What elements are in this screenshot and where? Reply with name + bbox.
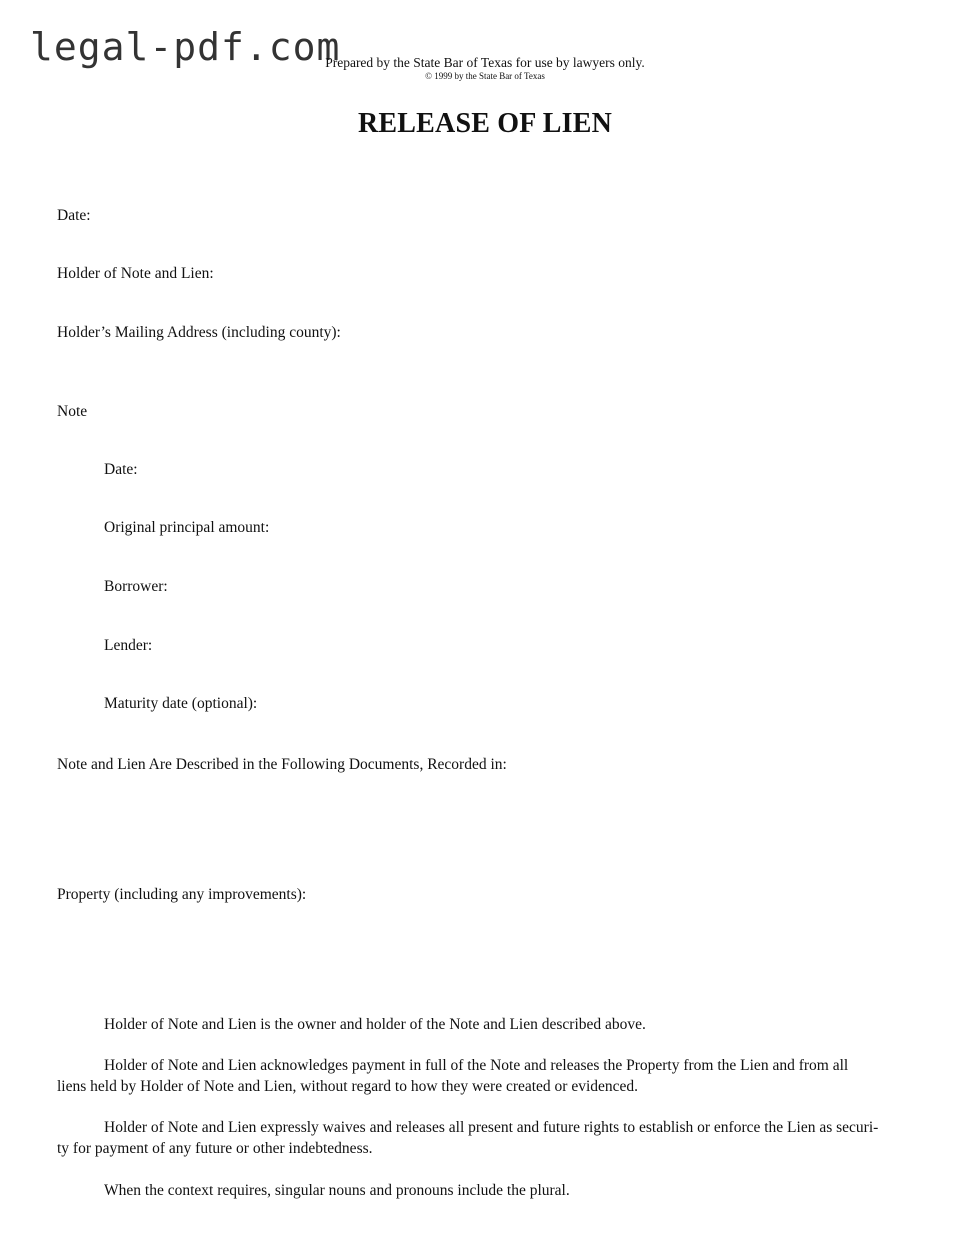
paragraph-plural-text: When the context requires, singular nouns and pronouns include the plural. [104,1182,570,1199]
watermark-logo: legal-pdf.com [30,25,341,69]
prepared-by-notice: Prepared by the State Bar of Texas for use by lawyers only. [325,55,645,70]
paragraph-release-line2: liens held by Holder of Note and Lien, without regard to how they were created or evidenced. [57,1078,639,1095]
paragraph-release-line1: Holder of Note and Lien acknowledges payment in full of the Note and releases the Property from the Lien and from all [104,1057,849,1074]
paragraph-waiver [57,1117,915,1159]
holder-address-label: Holder’s Mailing Address (including county): [57,324,341,341]
lender-label: Lender: [104,637,153,654]
paragraph-plural [57,1180,915,1201]
document-title: RELEASE OF LIEN [357,108,613,139]
note-heading: Note [57,403,88,420]
original-principal-label: Original principal amount: [104,519,270,536]
maturity-date-label: Maturity date (optional): [104,695,258,712]
date-label: Date: [57,207,91,224]
documents-recorded-label: Note and Lien Are Described in the Following Documents, Recorded in: [57,756,507,773]
borrower-label: Borrower: [104,578,168,595]
paragraph-ownership-text: Holder of Note and Lien is the owner and holder of the Note and Lien described above. [104,1016,646,1033]
note-date-label: Date: [104,461,138,478]
paragraph-ownership [57,1014,915,1035]
copyright-notice: © 1999 by the State Bar of Texas [425,71,545,81]
paragraph-waiver-line1: Holder of Note and Lien expressly waives and releases all present and future rights to establish or enforce the Lien as securi- [104,1119,879,1136]
paragraph-waiver-line2: ty for payment of any future or other indebtedness. [57,1140,373,1157]
property-label: Property (including any improvements): [57,886,307,903]
holder-label: Holder of Note and Lien: [57,265,214,282]
paragraph-release [57,1055,915,1097]
